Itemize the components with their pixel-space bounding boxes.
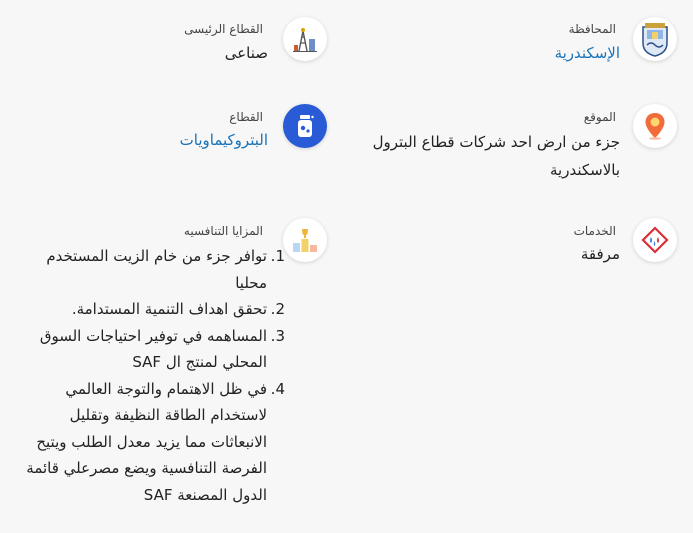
- main-sector-value: صناعى: [224, 44, 268, 62]
- main-sector-icon-circle: [283, 17, 327, 61]
- advantage-number: 3.: [270, 326, 285, 345]
- advantage-number: 1.: [270, 247, 285, 265]
- advantage-number: 2.: [270, 300, 285, 318]
- services-label: الخدمات: [573, 224, 616, 238]
- utilities-diamond-icon: [641, 226, 669, 254]
- location-label: الموقع: [583, 110, 616, 124]
- advantage-number: 4.: [270, 379, 285, 398]
- sector-value-link[interactable]: البتروكيماويات: [179, 131, 268, 149]
- sector-icon-circle: [283, 104, 327, 148]
- governorate-label: المحافظة: [568, 22, 616, 36]
- advantages-list: [17, 243, 285, 508]
- sector-label: القطاع: [229, 110, 263, 124]
- map-pin-icon: [643, 112, 667, 140]
- petrochemical-bottle-icon: [293, 113, 317, 139]
- main-sector-label: القطاع الرئيسى: [184, 22, 263, 36]
- advantages-label: المزايا التنافسيه: [183, 224, 263, 238]
- advantage-item-1: [17, 243, 285, 296]
- governorate-icon-circle: [633, 17, 677, 61]
- advantages-icon-circle: [283, 218, 327, 262]
- location-icon-circle: [633, 104, 677, 148]
- industrial-tower-icon: [291, 25, 319, 53]
- advantage-item-4: [17, 376, 285, 509]
- advantage-item-3: [17, 323, 285, 376]
- services-value: مرفقة: [580, 245, 620, 263]
- governorate-value-link[interactable]: الإسكندرية: [554, 44, 620, 62]
- trophy-podium-icon: [291, 226, 319, 254]
- location-value: جزء من ارض احد شركات قطاع البترول بالاسكندرية: [372, 133, 620, 179]
- services-icon-circle: [633, 218, 677, 262]
- advantage-text: في ظل الاهتمام والتوجة العالمي لاستخدام الطاقة النظيفة وتقليل الانبعاثات مما يزيد معدل الطلب ويتيح الفرصة التنافسية ويضع مصرعلي قائمة الدول المصنعة SAF: [26, 379, 267, 504]
- advantage-text: تحقق اهداف التنمية المستدامة.: [71, 300, 267, 318]
- advantage-text: توافر جزء من خام الزيت المستخدم محليا: [46, 247, 267, 292]
- advantage-text: المساهمه في توفير احتياجات السوق المحلي لمنتج ال SAF: [39, 326, 267, 371]
- alexandria-emblem-icon: [640, 21, 670, 57]
- advantage-item-2: [17, 296, 285, 323]
